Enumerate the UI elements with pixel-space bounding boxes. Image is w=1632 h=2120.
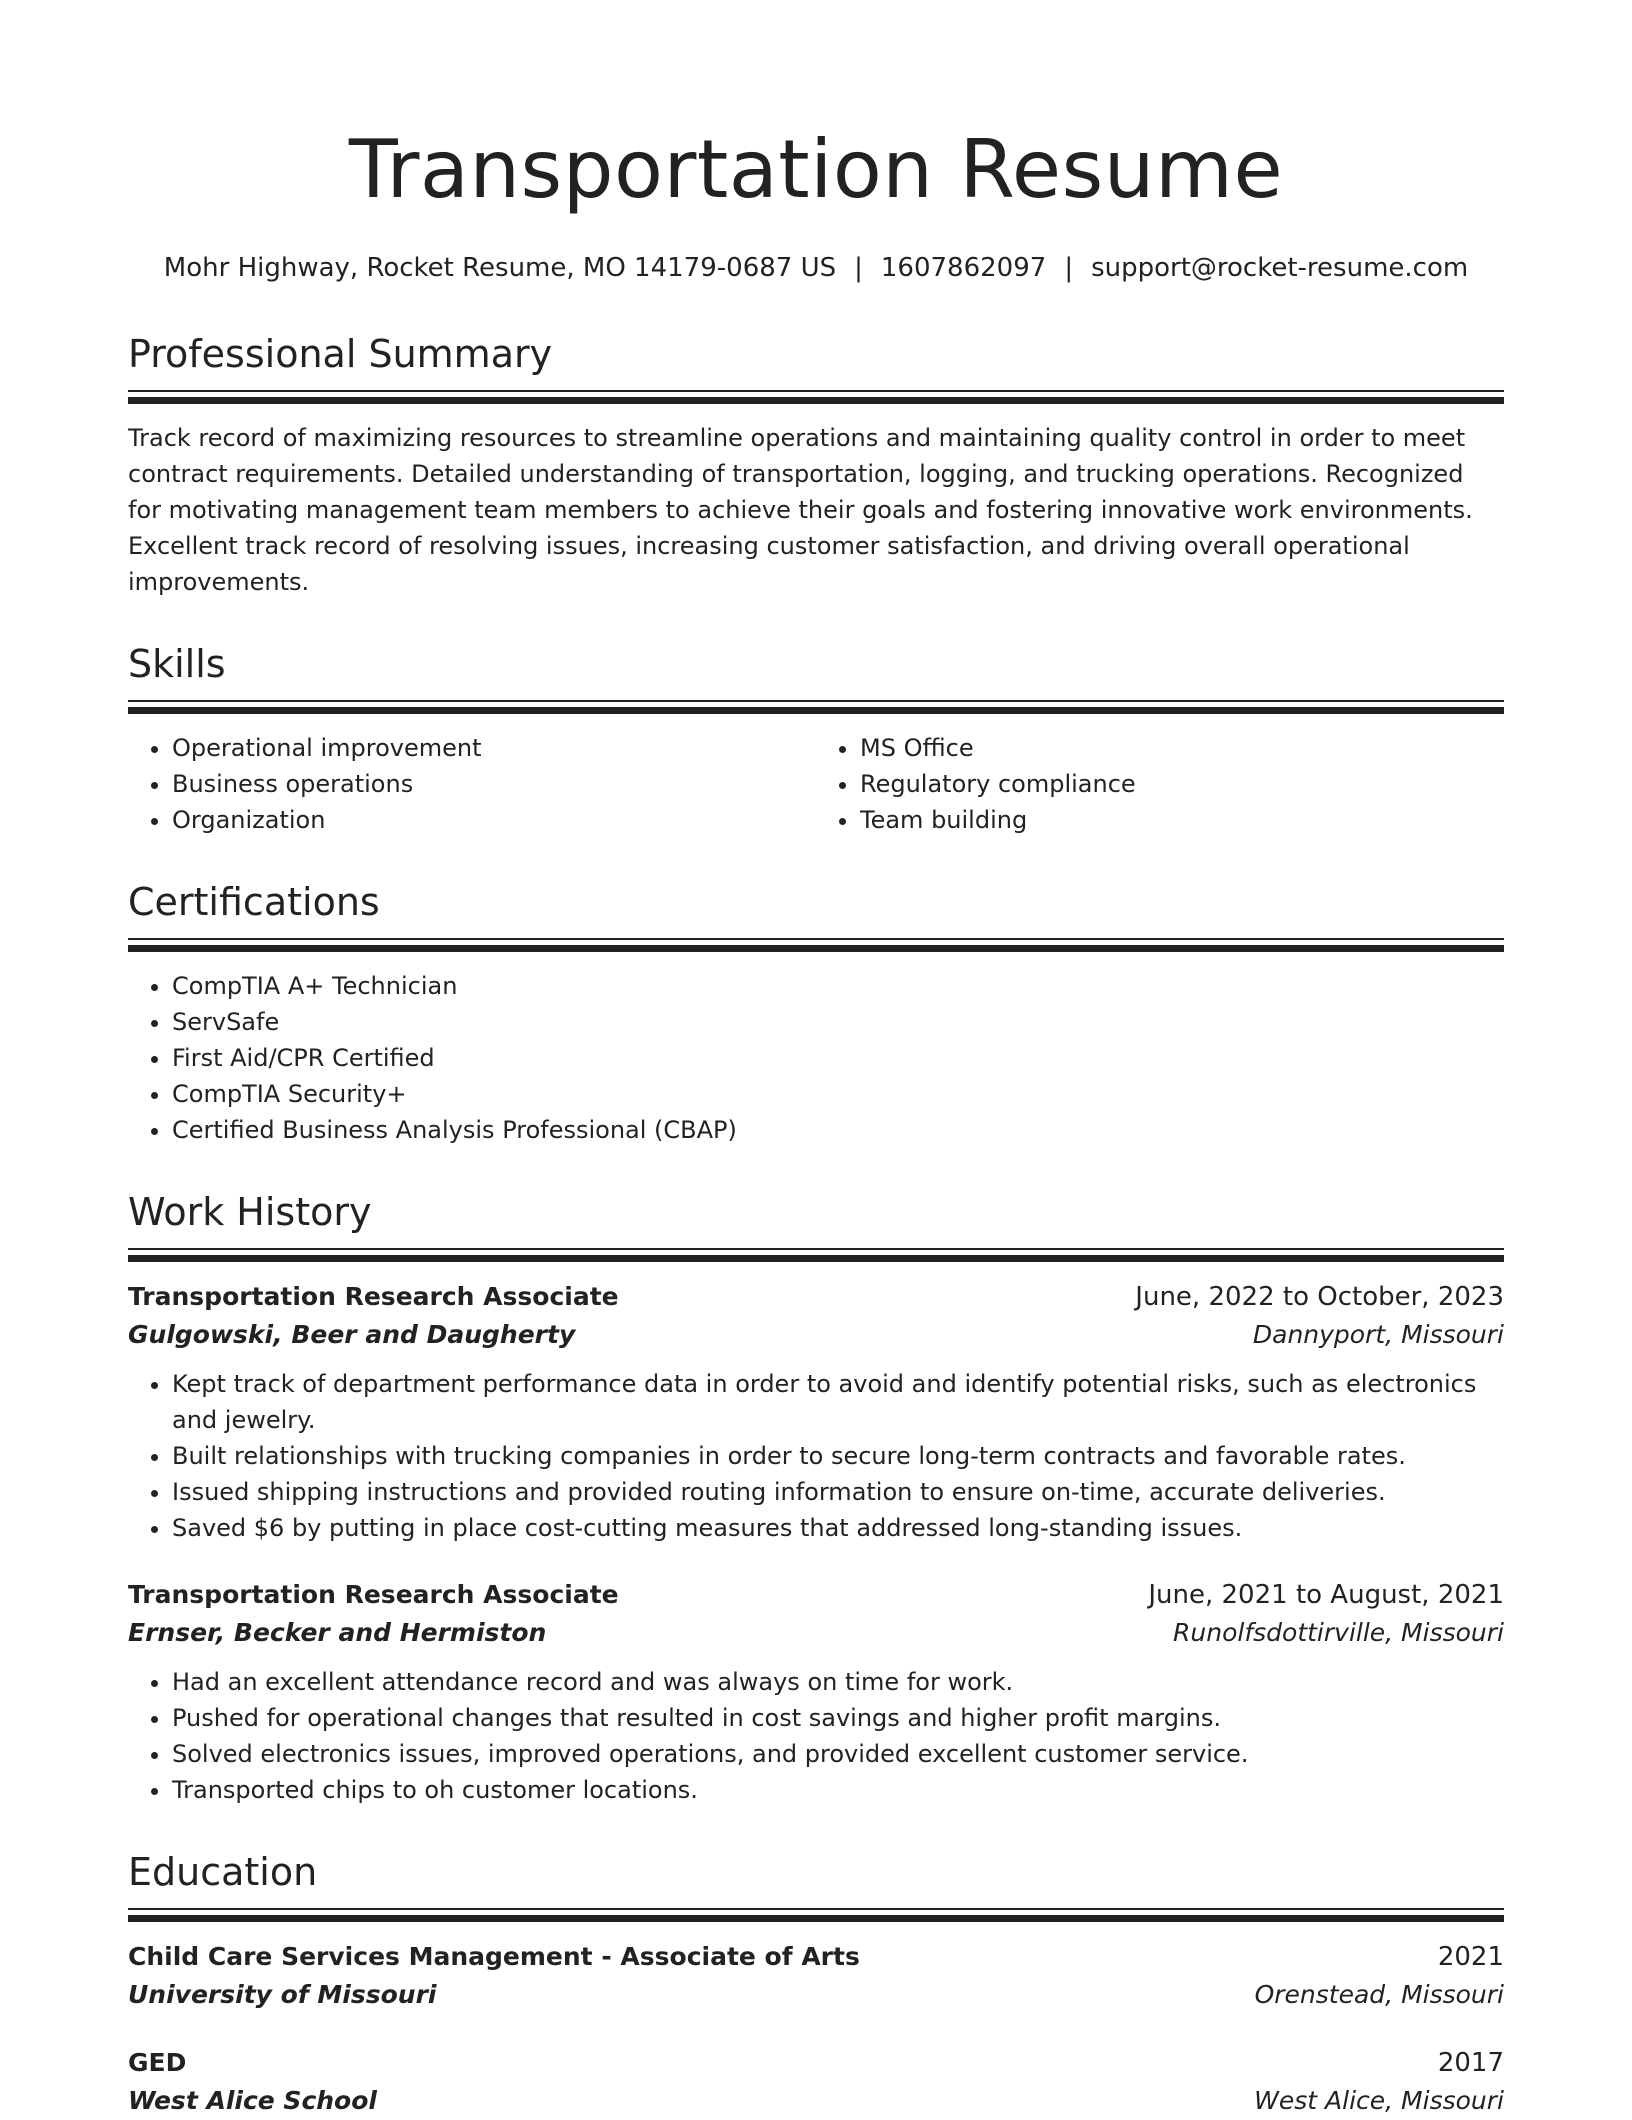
education-school: University of Missouri (128, 1980, 437, 2009)
job-location: Runolfsdottirville, Missouri (1173, 1618, 1504, 1647)
education-location: West Alice, Missouri (1254, 2086, 1504, 2115)
education-header-row (128, 2044, 1504, 2082)
job-entry (128, 1576, 1504, 1808)
skill-item: • Business operations (172, 766, 816, 802)
skill-item: • Team building (860, 802, 1504, 838)
job-header-row (128, 1576, 1504, 1614)
certification-item: • First Aid/CPR Certified (172, 1040, 1504, 1076)
section-title-certifications: Certifications (128, 880, 380, 924)
certification-item: • CompTIA A+ Technician (172, 968, 1504, 1004)
education-school-row (128, 1976, 1504, 2014)
education-degree: Child Care Services Management - Associate of Arts (128, 1942, 860, 1971)
job-bullet: • Solved electronics issues, improved operations, and provided excellent customer service. (172, 1736, 1504, 1772)
education-degree: GED (128, 2048, 187, 2077)
certification-item: • CompTIA Security+ (172, 1076, 1504, 1112)
job-title: Transportation Research Associate (128, 1282, 619, 1311)
job-bullet: • Built relationships with trucking companies in order to secure long-term contracts and favorable rates. (172, 1438, 1504, 1474)
section-title-summary: Professional Summary (128, 332, 553, 376)
contact-email: support@rocket-resume.com (1091, 253, 1469, 283)
work-history-section (128, 1188, 1504, 1808)
education-section (128, 1848, 1504, 2120)
job-company: Ernser, Becker and Hermiston (128, 1618, 547, 1647)
education-entry (128, 1938, 1504, 2014)
skill-item: • MS Office (860, 730, 1504, 766)
education-year: 2017 (1437, 2048, 1504, 2078)
education-header-row (128, 1938, 1504, 1976)
education-entry (128, 2044, 1504, 2120)
education-school: West Alice School (128, 2086, 377, 2115)
section-divider (128, 1248, 1504, 1262)
certification-item: • Certified Business Analysis Professional (CBAP) (172, 1112, 1504, 1148)
certification-item: • ServSafe (172, 1004, 1504, 1040)
job-bullet: • Had an excellent attendance record and was always on time for work. (172, 1664, 1504, 1700)
job-bullet: • Kept track of department performance data in order to avoid and identify potential risks, such as electronics and jewelry. (172, 1366, 1504, 1438)
skills-section (128, 640, 1504, 838)
education-year: 2021 (1437, 1942, 1504, 1972)
contact-line (128, 250, 1504, 286)
section-title-work-history: Work History (128, 1190, 372, 1234)
job-company-row (128, 1316, 1504, 1354)
job-bullet: • Transported chips to oh customer locations. (172, 1772, 1504, 1808)
summary-text: Track record of maximizing resources to streamline operations and maintaining quality control in order to meet contract requirements. Detailed understanding of transportation, logging, and trucking operations. Recognized for motivating management team members to achieve their goals and fostering innovative work environments. Excellent track record of resolving issues, increasing customer satisfaction, and driving overall operational improvements. (128, 424, 1473, 596)
skill-item: • Regulatory compliance (860, 766, 1504, 802)
job-header-row (128, 1278, 1504, 1316)
contact-separator: | (1064, 253, 1074, 283)
job-company: Gulgowski, Beer and Daugherty (128, 1320, 576, 1349)
job-bullet: • Pushed for operational changes that resulted in cost savings and higher profit margins. (172, 1700, 1504, 1736)
skills-grid (128, 730, 1504, 838)
summary-section (128, 330, 1504, 600)
job-bullets (128, 1664, 1504, 1808)
job-bullet: • Issued shipping instructions and provided routing information to ensure on-time, accurate deliveries. (172, 1474, 1504, 1510)
job-company-row (128, 1614, 1504, 1652)
job-dates: June, 2022 to October, 2023 (1135, 1282, 1504, 1312)
skills-list-left (128, 730, 816, 838)
certifications-list (128, 968, 1504, 1148)
contact-separator: | (854, 253, 863, 283)
skill-item: • Organization (172, 802, 816, 838)
job-bullet: • Saved $6 by putting in place cost-cutting measures that addressed long-standing issues. (172, 1510, 1504, 1546)
job-entry (128, 1278, 1504, 1546)
certifications-section (128, 878, 1504, 1148)
skill-item: • Operational improvement (172, 730, 816, 766)
section-title-skills: Skills (128, 642, 226, 686)
section-divider (128, 1908, 1504, 1922)
education-school-row (128, 2082, 1504, 2120)
section-divider (128, 938, 1504, 952)
education-location: Orenstead, Missouri (1254, 1980, 1504, 2009)
skills-list-right (816, 730, 1504, 838)
contact-address: Mohr Highway, Rocket Resume, MO 14179-0687 US (163, 253, 837, 283)
section-divider (128, 390, 1504, 404)
job-bullets (128, 1366, 1504, 1546)
contact-phone: 1607862097 (880, 253, 1047, 283)
resume-title: Transportation Resume (348, 123, 1284, 216)
job-location: Dannyport, Missouri (1252, 1320, 1504, 1349)
section-title-education: Education (128, 1850, 318, 1894)
section-divider (128, 700, 1504, 714)
job-title: Transportation Research Associate (128, 1580, 619, 1609)
job-dates: June, 2021 to August, 2021 (1148, 1580, 1504, 1610)
